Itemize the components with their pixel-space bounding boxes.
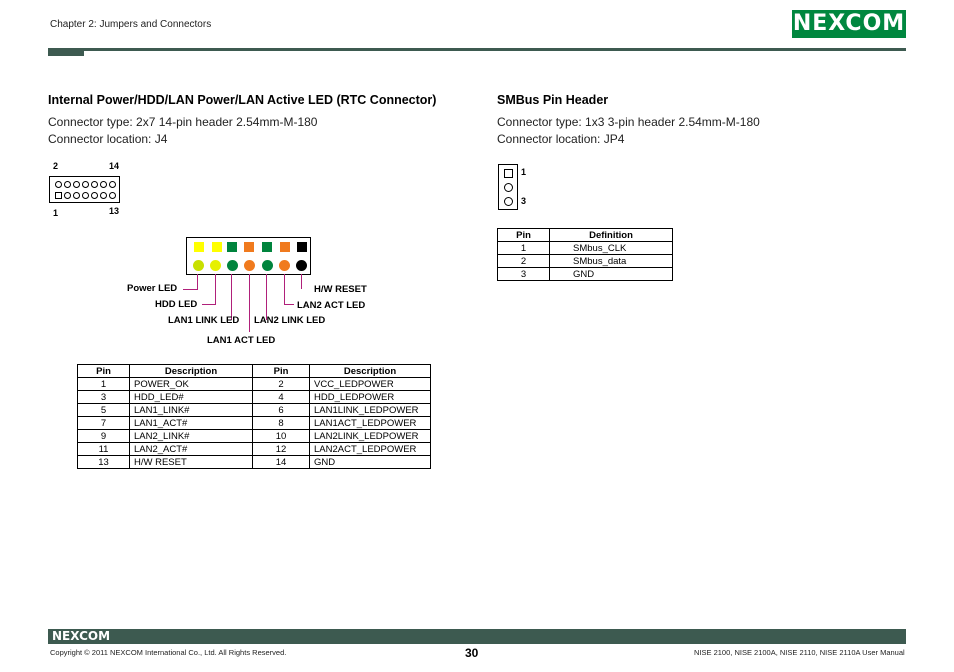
table-row: 3 GND: [498, 268, 673, 281]
led-diagram: [186, 237, 311, 275]
table-row: 1 SMbus_CLK: [498, 242, 673, 255]
col-header-pin: Pin: [78, 365, 130, 378]
lan1-link-led-circle: [227, 260, 238, 271]
lan1-act-led-label: LAN1 ACT LED: [207, 335, 276, 346]
lan1-act-led-square: [244, 242, 254, 252]
pin-header-1x3-diagram: [498, 164, 518, 210]
lan2-act-led-circle: [279, 260, 290, 271]
table-row: 1 POWER_OK 2 VCC_LEDPOWER: [78, 378, 431, 391]
pin-label-1: 1: [53, 208, 59, 218]
nexcom-logo: NEXCOM: [792, 11, 906, 36]
smbus-pin-table: [497, 228, 673, 281]
lan1-act-led-circle: [244, 260, 255, 271]
lan1-led-square: [227, 242, 237, 252]
col-header-pin: Pin: [253, 365, 310, 378]
lan1-link-led-label: LAN1 LINK LED: [168, 315, 240, 326]
smbus-connector-location: Connector location: JP4: [497, 132, 625, 146]
hdd-led-circle: [210, 260, 221, 271]
chapter-title: Chapter 2: Jumpers and Connectors: [50, 19, 212, 30]
table-row: 5 LAN1_LINK# 6 LAN1LINK_LEDPOWER: [78, 404, 431, 417]
table-row: 7 LAN1_ACT# 8 LAN1ACT_LEDPOWER: [78, 417, 431, 430]
lan2-link-led-circle: [262, 260, 273, 271]
footer-logo: NEXCOM: [52, 629, 111, 643]
table-row: 3 HDD_LED# 4 HDD_LEDPOWER: [78, 391, 431, 404]
lan2-led-square: [262, 242, 272, 252]
manual-title: NISE 2100, NISE 2100A, NISE 2110, NISE 2110A User Manual: [694, 648, 905, 657]
hw-reset-label: H/W RESET: [314, 284, 367, 295]
footer-square-icon: [892, 630, 898, 636]
smbus-connector-type: Connector type: 1x3 3-pin header 2.54mm-M-180: [497, 115, 760, 129]
power-led-label: Power LED: [127, 283, 178, 294]
lan2-act-led-square: [280, 242, 290, 252]
rtc-connector-type: Connector type: 2x7 14-pin header 2.54mm-M-180: [48, 115, 318, 129]
footer-square-icon: [900, 638, 906, 644]
table-row: 11 LAN2_ACT# 12 LAN2ACT_LEDPOWER: [78, 443, 431, 456]
lan2-link-led-label: LAN2 LINK LED: [254, 315, 326, 326]
power-led-square: [194, 242, 204, 252]
table-row: 13 H/W RESET 14 GND: [78, 456, 431, 469]
header-rule-block: [48, 48, 84, 56]
pin-label-2: 2: [53, 161, 59, 171]
pin-label-14: 14: [109, 161, 120, 171]
power-led-square-2: [212, 242, 222, 252]
power-led-circle: [193, 260, 204, 271]
lan2-act-led-label: LAN2 ACT LED: [297, 300, 366, 311]
smbus-pin-label-3: 3: [521, 196, 527, 206]
smbus-heading: SMBus Pin Header: [497, 93, 609, 107]
col-header-pin: Pin: [498, 229, 550, 242]
page-number: 30: [465, 646, 479, 660]
footer-square-icon: [892, 638, 898, 644]
rtc-connector-location: Connector location: J4: [48, 132, 168, 146]
col-header-description: Description: [130, 365, 253, 378]
col-header-description: Description: [310, 365, 431, 378]
hdd-led-label: HDD LED: [155, 299, 198, 310]
table-row: 2 SMbus_data: [498, 255, 673, 268]
smbus-pin-label-1: 1: [521, 167, 527, 177]
rtc-connector-heading: Internal Power/HDD/LAN Power/LAN Active LED (RTC Connector): [48, 93, 437, 107]
footer-bar: [48, 629, 906, 644]
copyright-text: Copyright © 2011 NEXCOM International Co., Ltd. All Rights Reserved.: [50, 648, 287, 657]
table-row: 9 LAN2_LINK# 10 LAN2LINK_LEDPOWER: [78, 430, 431, 443]
pin-label-13: 13: [109, 206, 120, 216]
pin-header-2x7-diagram: [49, 176, 120, 203]
col-header-definition: Definition: [550, 229, 673, 242]
hw-reset-circle: [296, 260, 307, 271]
rtc-pin-table: [77, 364, 431, 469]
header-rule: [48, 48, 906, 51]
hw-reset-square: [297, 242, 307, 252]
